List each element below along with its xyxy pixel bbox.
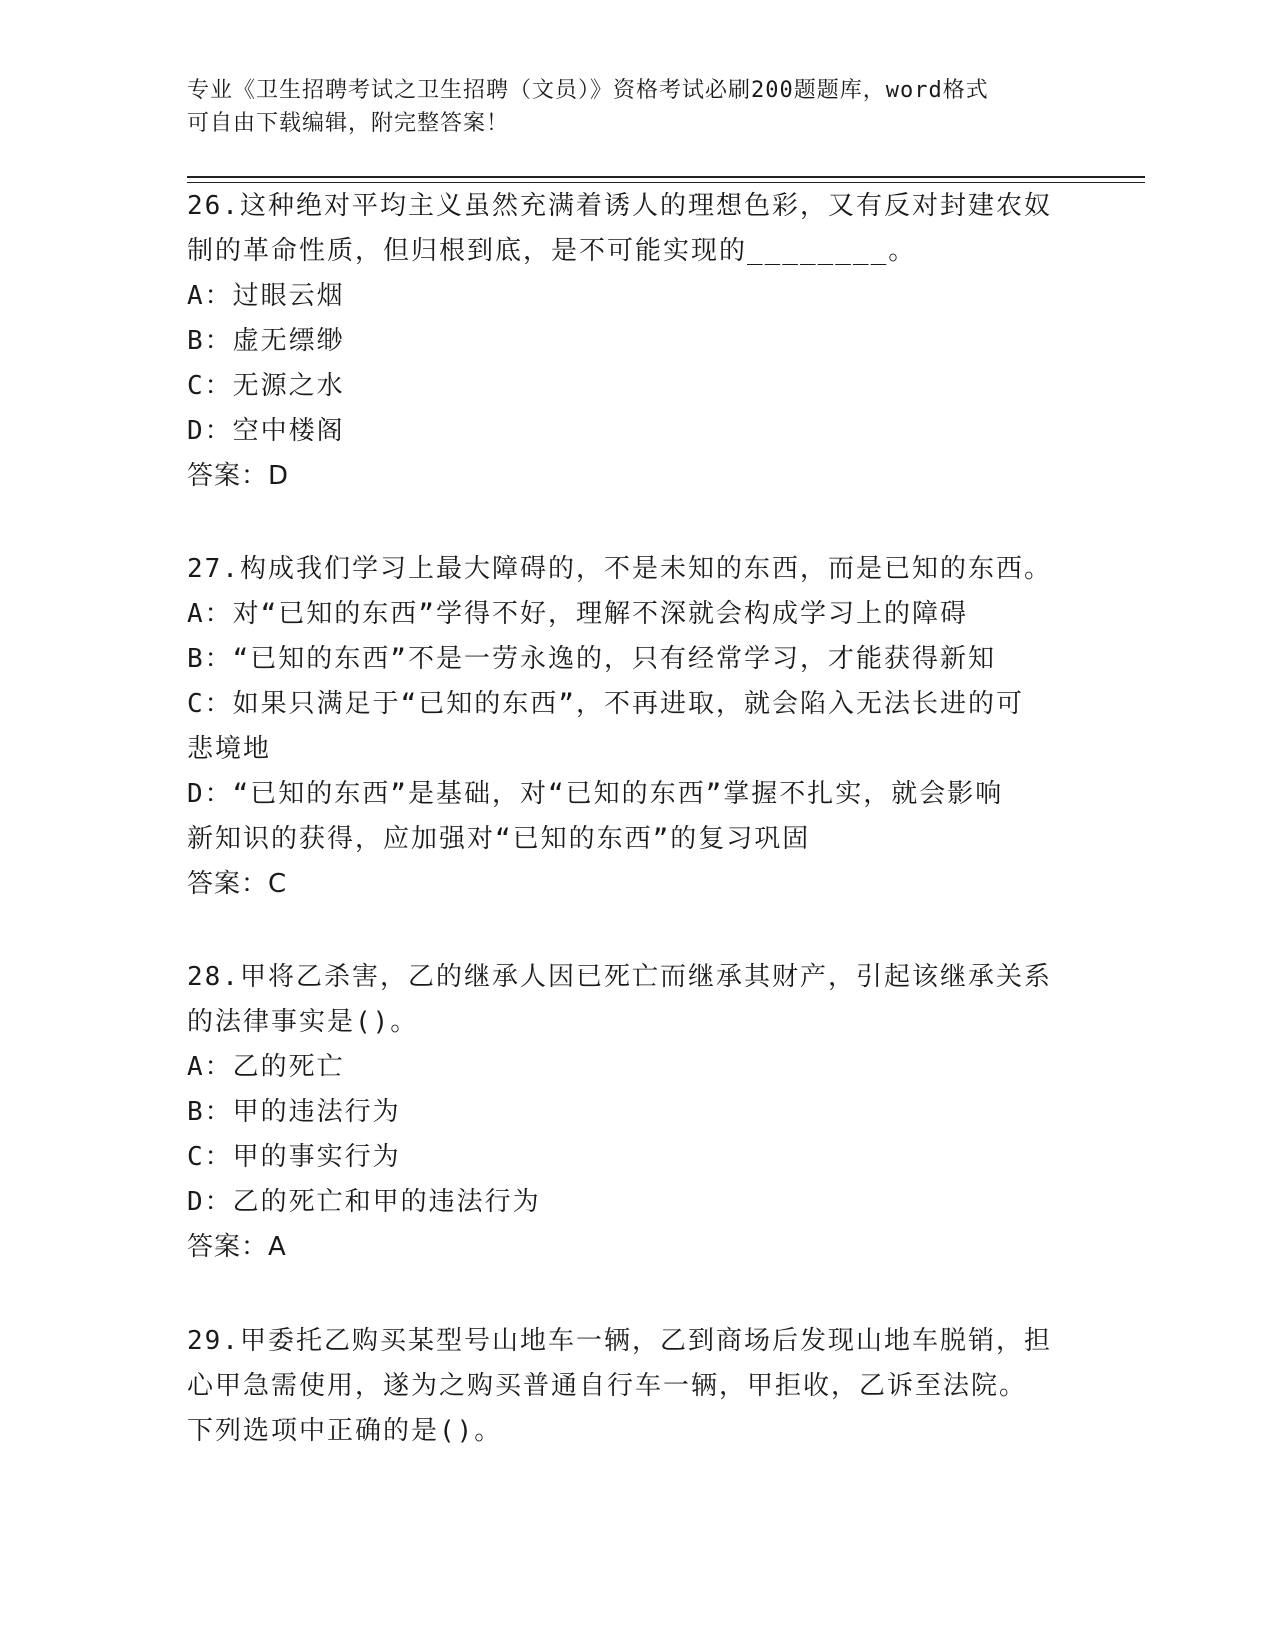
answer-line: 答案：C	[187, 869, 288, 899]
answer-line: 答案：D	[187, 461, 290, 491]
answer-line: 答案：A	[187, 1232, 287, 1262]
question-stem-line: 的法律事实是()。	[187, 1007, 419, 1037]
question-28	[187, 955, 1067, 1270]
question-29	[187, 1319, 1067, 1454]
question-stem-line: 26.这种绝对平均主义虽然充满着诱人的理想色彩，又有反对封建农奴	[187, 191, 1052, 221]
option-c: C：无源之水	[187, 371, 345, 401]
option-a: A：对“已知的东西”学得不好，理解不深就会构成学习上的障碍	[187, 599, 968, 629]
question-stem-line: 28.甲将乙杀害，乙的继承人因已死亡而继承其财产，引起该继承关系	[187, 962, 1052, 992]
header-line-2: 可自由下载编辑，附完整答案！	[187, 111, 510, 136]
option-c-continued: 悲境地	[187, 734, 272, 764]
option-d-continued: 新知识的获得，应加强对“已知的东西”的复习巩固	[187, 824, 811, 854]
option-d: D：“已知的东西”是基础，对“已知的东西”掌握不扎实，就会影响	[187, 779, 1004, 809]
question-stem-line: 制的革命性质，但归根到底，是不可能实现的________。	[187, 236, 917, 266]
document-header	[187, 74, 1067, 140]
question-26	[187, 184, 1067, 499]
option-b: B：虚无缥缈	[187, 326, 345, 356]
option-b: B：“已知的东西”不是一劳永逸的，只有经常学习，才能获得新知	[187, 644, 996, 674]
option-a: A：过眼云烟	[187, 281, 345, 311]
header-divider-thin	[187, 182, 1145, 183]
question-stem-line: 27.构成我们学习上最大障碍的，不是未知的东西，而是已知的东西。	[187, 554, 1052, 584]
question-stem-line: 29.甲委托乙购买某型号山地车一辆，乙到商场后发现山地车脱销，担	[187, 1326, 1052, 1356]
question-stem-line: 下列选项中正确的是()。	[187, 1416, 503, 1446]
option-c: C：甲的事实行为	[187, 1142, 401, 1172]
option-c: C：如果只满足于“已知的东西”，不再进取，就会陷入无法长进的可	[187, 689, 1024, 719]
question-27	[187, 547, 1067, 907]
header-line-1: 专业《卫生招聘考试之卫生招聘（文员）》资格考试必刷200题题库，word格式	[187, 78, 989, 103]
header-divider-thick	[187, 176, 1145, 178]
option-d: D：空中楼阁	[187, 416, 345, 446]
option-a: A：乙的死亡	[187, 1052, 345, 1082]
question-stem-line: 心甲急需使用，遂为之购买普通自行车一辆，甲拒收，乙诉至法院。	[187, 1371, 1028, 1401]
option-d: D：乙的死亡和甲的违法行为	[187, 1187, 541, 1217]
option-b: B：甲的违法行为	[187, 1097, 401, 1127]
